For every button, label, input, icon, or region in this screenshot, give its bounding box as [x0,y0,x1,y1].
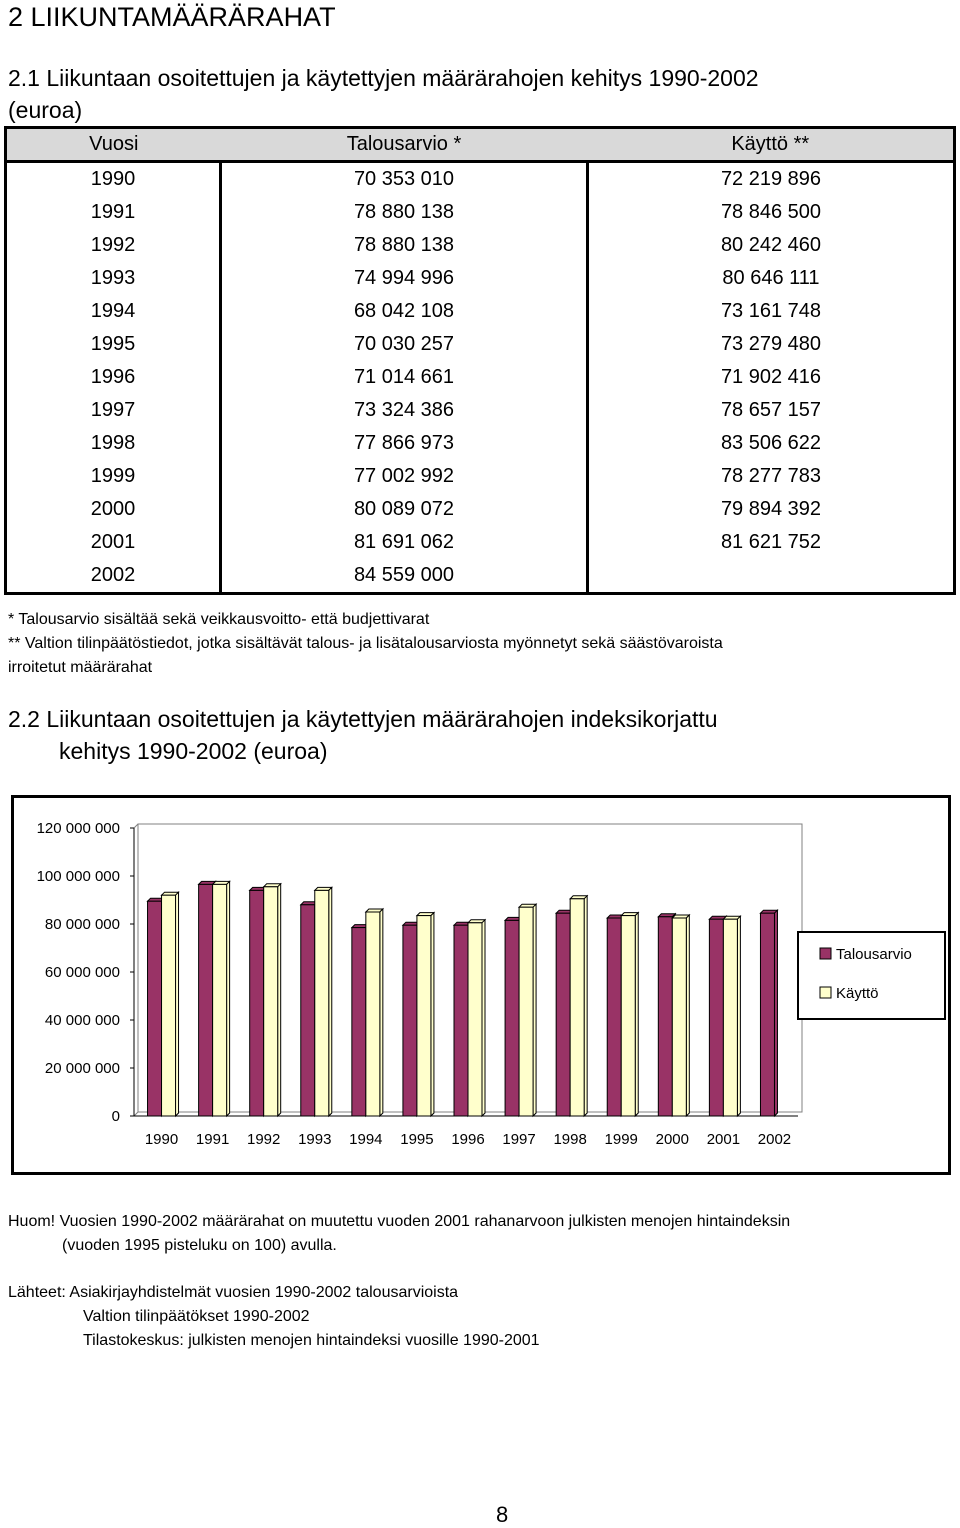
cell-year: 1998 [6,427,221,460]
note-usage-line1: ** Valtion tilinpäätöstiedot, jotka sisältävät talous- ja lisätalousarviosta myönnetyt sekä säästövaroista [8,635,723,652]
header-year: Vuosi [6,128,221,162]
cell-year: 2000 [6,493,221,526]
table-header-row [6,128,955,162]
x-tick-label: 1991 [195,1131,230,1148]
bar-usage [621,916,635,1116]
y-tick-label: 20 000 000 [44,1060,120,1077]
cell-year: 1990 [6,162,221,197]
cell-usage: 72 219 896 [588,162,955,197]
cell-budget: 71 014 661 [221,361,588,394]
cell-usage: 79 894 392 [588,493,955,526]
bar-usage [417,916,431,1116]
cell-budget: 70 353 010 [221,162,588,197]
cell-year: 2002 [6,559,221,594]
bar-budget [148,901,162,1116]
x-tick-label: 1990 [144,1131,179,1148]
y-tick-label: 40 000 000 [44,1012,120,1029]
y-tick-label: 60 000 000 [44,964,120,981]
note-usage-line2: irroitetut määrärahat [8,659,153,676]
x-tick-label: 2000 [655,1131,689,1148]
table-row [6,394,955,427]
cell-usage: 73 161 748 [588,295,955,328]
table-row [6,526,955,559]
cell-budget: 73 324 386 [221,394,588,427]
sources [8,1281,540,1353]
cell-usage: 71 902 416 [588,361,955,394]
y-tick-label: 120 000 000 [36,820,120,837]
table-row [6,328,955,361]
cell-usage: 78 277 783 [588,460,955,493]
cell-year: 1992 [6,229,221,262]
cell-budget: 80 089 072 [221,493,588,526]
cell-budget: 68 042 108 [221,295,588,328]
table-row [6,460,955,493]
legend-swatch [820,987,831,998]
bar-usage [213,884,227,1116]
cell-usage: 83 506 622 [588,427,955,460]
x-tick-label: 1996 [451,1131,485,1148]
bar-budget [301,905,315,1116]
x-tick-label: 1995 [400,1131,434,1148]
cell-budget: 77 866 973 [221,427,588,460]
note-huom [8,1210,948,1258]
plot-floor-edge [134,1112,138,1116]
sources-line2: Valtion tilinpäätökset 1990-2002 [83,1308,310,1325]
bar-budget [658,917,672,1116]
cell-year: 1993 [6,262,221,295]
cell-year: 1997 [6,394,221,427]
table-row [6,229,955,262]
bar-usage [519,907,533,1116]
x-tick-label: 1997 [502,1131,536,1148]
cell-usage: 81 621 752 [588,526,955,559]
bar-budget [454,925,468,1116]
table-row [6,493,955,526]
x-tick-label: 1994 [349,1131,383,1148]
bar-budget [250,890,264,1116]
cell-year: 1999 [6,460,221,493]
x-tick-label: 2002 [757,1131,792,1148]
bar-usage [723,919,737,1116]
bar-usage [315,890,329,1116]
legend-label: Käyttö [836,985,879,1002]
cell-usage: 73 279 480 [588,328,955,361]
cell-usage: 80 242 460 [588,229,955,262]
legend-swatch [820,948,831,959]
cell-usage: 80 646 111 [588,262,955,295]
cell-usage [588,559,955,594]
cell-budget: 78 880 138 [221,196,588,229]
cell-year: 1995 [6,328,221,361]
bar-budget [403,925,417,1116]
note-budget: * Talousarvio sisältää sekä veikkausvoitto- että budjettivarat [8,611,430,628]
table-row [6,162,955,197]
bar-budget [607,918,621,1116]
bar-budget [199,884,213,1116]
cell-usage: 78 846 500 [588,196,955,229]
table-notes [8,608,948,680]
y-tick-label: 0 [111,1108,120,1125]
y-tick-label: 100 000 000 [36,868,120,885]
table-row [6,361,955,394]
legend-label: Talousarvio [836,946,912,963]
cell-budget: 84 559 000 [221,559,588,594]
table-row [6,427,955,460]
section-title-line1: 2.1 Liikuntaan osoitettujen ja käytettyjen määrärahojen kehitys 1990-2002 [8,65,759,91]
x-tick-label: 1992 [247,1131,281,1148]
bar-usage [468,923,482,1116]
page-heading: 2 LIIKUNTAMÄÄRÄRAHAT [8,2,336,32]
page-number: 8 [496,1502,509,1527]
appropriations-table [4,126,956,595]
table-row [6,559,955,594]
bar-budget [709,919,723,1116]
x-tick-label: 1998 [553,1131,587,1148]
header-usage: Käyttö ** [588,128,955,162]
cell-budget: 81 691 062 [221,526,588,559]
bar-budget [352,928,366,1116]
chart-frame [11,795,951,1175]
table-row [6,295,955,328]
bar-usage [162,895,176,1116]
x-tick-label: 1999 [604,1131,638,1148]
bar-chart [14,798,948,1172]
chart-title-line1: 2.2 Liikuntaan osoitettujen ja käytettyjen määrärahojen indeksikorjattu [8,706,718,732]
header-budget: Talousarvio * [221,128,588,162]
bar-usage [672,918,686,1116]
section-title-line2: (euroa) [8,97,83,123]
sources-line1: Lähteet: Asiakirjayhdistelmät vuosien 1990-2002 talousarvioista [8,1284,459,1301]
cell-budget: 70 030 257 [221,328,588,361]
cell-year: 2001 [6,526,221,559]
bar-budget [556,913,570,1116]
x-tick-label: 1993 [298,1131,332,1148]
plot-top-edge [134,824,138,828]
cell-year: 1996 [6,361,221,394]
huom-line2: (vuoden 1995 pisteluku on 100) avulla. [62,1237,337,1254]
bar-budget [505,920,519,1116]
cell-year: 1994 [6,295,221,328]
table-row [6,262,955,295]
cell-usage: 78 657 157 [588,394,955,427]
table-row [6,196,955,229]
x-tick-label: 2001 [706,1131,741,1148]
y-tick-label: 80 000 000 [44,916,120,933]
huom-line1: Huom! Vuosien 1990-2002 määrärahat on muutettu vuoden 2001 rahanarvoon julkisten menojen hintaindeksin [8,1213,791,1230]
bar-usage [570,899,584,1116]
bar-usage [264,887,278,1116]
cell-budget: 74 994 996 [221,262,588,295]
cell-budget: 77 002 992 [221,460,588,493]
sources-line3: Tilastokeskus: julkisten menojen hintaindeksi vuosille 1990-2001 [83,1332,540,1349]
cell-budget: 78 880 138 [221,229,588,262]
section-title-chart [8,703,718,767]
section-title-table [8,62,759,126]
chart-title-line2: kehitys 1990-2002 (euroa) [59,738,328,764]
bar-usage [366,912,380,1116]
cell-year: 1991 [6,196,221,229]
bar-budget [760,913,774,1116]
table-body [6,162,955,594]
